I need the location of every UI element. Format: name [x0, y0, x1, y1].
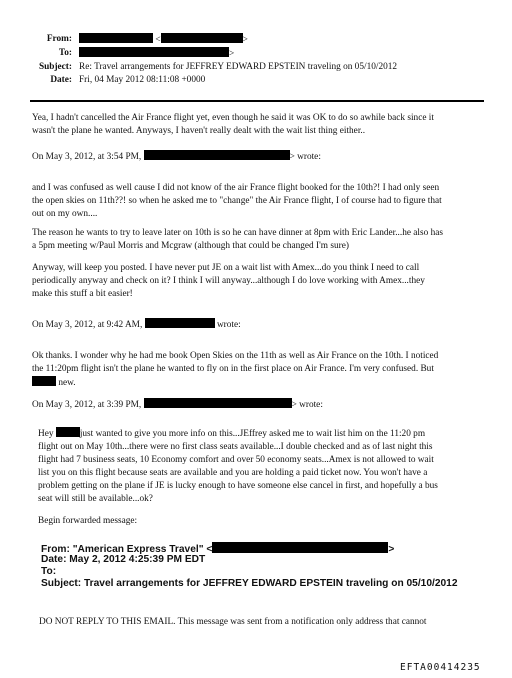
quote-suffix: wrote:	[216, 320, 241, 330]
redaction	[161, 33, 243, 43]
text-line	[32, 376, 488, 390]
quote-header-2	[32, 318, 241, 330]
forwarded-from-suffix: >	[388, 544, 395, 555]
text-line: wasn't the plane he wanted. Anyways, I haven't really dealt with the wait list thing either..	[32, 126, 366, 136]
text-line: a 5pm meeting w/Paul Morris and Mcgraw (although that could be changed I'm sure)	[32, 241, 349, 251]
paragraph-6	[38, 427, 488, 506]
date-value: Fri, 04 May 2012 08:11:08 +0000	[79, 75, 206, 85]
quote-prefix: On May 3, 2012, at 3:54 PM,	[32, 152, 142, 162]
text-line: out on my own....	[32, 209, 98, 219]
text-line: The reason he wants to try to leave later on 10th is so he can have dinner at 8pm with Eric Lander...he also has	[32, 228, 444, 238]
begin-forwarded: Begin forwarded message:	[38, 516, 138, 526]
from-suffix: >	[242, 35, 248, 45]
paragraph-2	[32, 182, 488, 221]
forwarded-date: Date: May 2, 2012 4:25:39 PM EDT	[41, 554, 206, 565]
text-line: problem getting on the plane if JE is lucky enough to have someone else cancel in first, and hopefully a bus	[38, 481, 438, 491]
forwarded-subject: Subject: Travel arrangements for JEFFREY EDWARD EPSTEIN traveling on 05/10/2012	[41, 578, 458, 589]
paragraph-1	[32, 112, 488, 138]
document-id: EFTA00414235	[400, 662, 481, 673]
quote-suffix: > wrote:	[289, 152, 321, 162]
quote-header-3	[32, 398, 323, 410]
redaction	[56, 427, 80, 437]
text-line: Anyway, will keep you posted. I have never put JE on a wait list with Amex...do you think I need to call	[32, 263, 420, 273]
redaction	[144, 150, 290, 160]
redaction	[212, 542, 388, 553]
text-line: list you on this flight because seats are available and you are holding a paid ticket now. You won't have a	[38, 468, 428, 478]
redaction	[145, 318, 215, 328]
redaction	[79, 33, 153, 43]
to-suffix: >	[229, 49, 235, 59]
from-label: From:	[46, 34, 72, 44]
text-line	[38, 427, 488, 441]
text-line: the open skies on 11th??! so when he asked me to "change" the Air France flight, I of course had to figure that	[32, 196, 442, 206]
quote-header-1	[32, 150, 321, 162]
paragraph-5	[32, 350, 488, 390]
quote-suffix: > wrote:	[291, 400, 323, 410]
text-fragment: just wanted to give you more info on this...JEffrey asked me to wait list him on the 11:20 pm	[79, 429, 426, 439]
subject-value: Re: Travel arrangements for JEFFREY EDWARD EPSTEIN traveling on 05/10/2012	[79, 62, 398, 72]
to-value	[79, 47, 234, 59]
text-line: Ok thanks. I wonder why he had me book Open Skies on the 11th as well as Air France on the 10th. I noticed	[32, 351, 439, 361]
text-line: make this stuff a bit easier!	[32, 289, 133, 299]
text-line: Yea, I hadn't cancelled the Air France flight yet, even though he said it was OK to do so awhile back since it	[32, 113, 434, 123]
redaction	[79, 47, 229, 57]
text-line: flight out on May 10th...there were no first class seats available...I double checked and as of last night this	[38, 442, 433, 452]
forwarded-to: To:	[41, 566, 57, 577]
redaction	[144, 398, 292, 408]
text-line: the 11:20pm flight isn't the plane he wanted to fly on in the first place on Air France. I'm very confused. But	[32, 364, 434, 374]
subject-label: Subject:	[38, 62, 72, 72]
forwarded-from-text: From: "American Express Travel" <	[41, 544, 213, 555]
to-label: To:	[58, 48, 72, 58]
text-line: and I was confused as well cause I did not know of the air France flight booked for the 10th?! I had only seen	[32, 183, 440, 193]
paragraph-3	[32, 227, 488, 253]
closing-text: DO NOT REPLY TO THIS EMAIL. This message was sent from a notification only address that cannot	[39, 617, 427, 627]
date-label: Date:	[50, 75, 72, 85]
quote-prefix: On May 3, 2012, at 9:42 AM,	[32, 320, 143, 330]
redaction	[32, 376, 56, 386]
text-fragment: new.	[58, 378, 76, 388]
from-sep: <	[153, 35, 161, 45]
quote-prefix: On May 3, 2012, at 3:39 PM,	[32, 400, 142, 410]
text-line: seat will still be available...ok?	[38, 494, 153, 504]
header-divider	[30, 100, 484, 102]
from-value	[79, 33, 248, 45]
paragraph-4	[32, 262, 488, 301]
text-fragment: Hey	[38, 429, 54, 439]
text-line: periodically anyway and check on it? I think I will anyway...although I do love working with Amex...they	[32, 276, 425, 286]
text-line: flight had 7 business seats, 10 Economy comfort and over 50 economy seats...Amex is not allowed to wait	[38, 455, 434, 465]
